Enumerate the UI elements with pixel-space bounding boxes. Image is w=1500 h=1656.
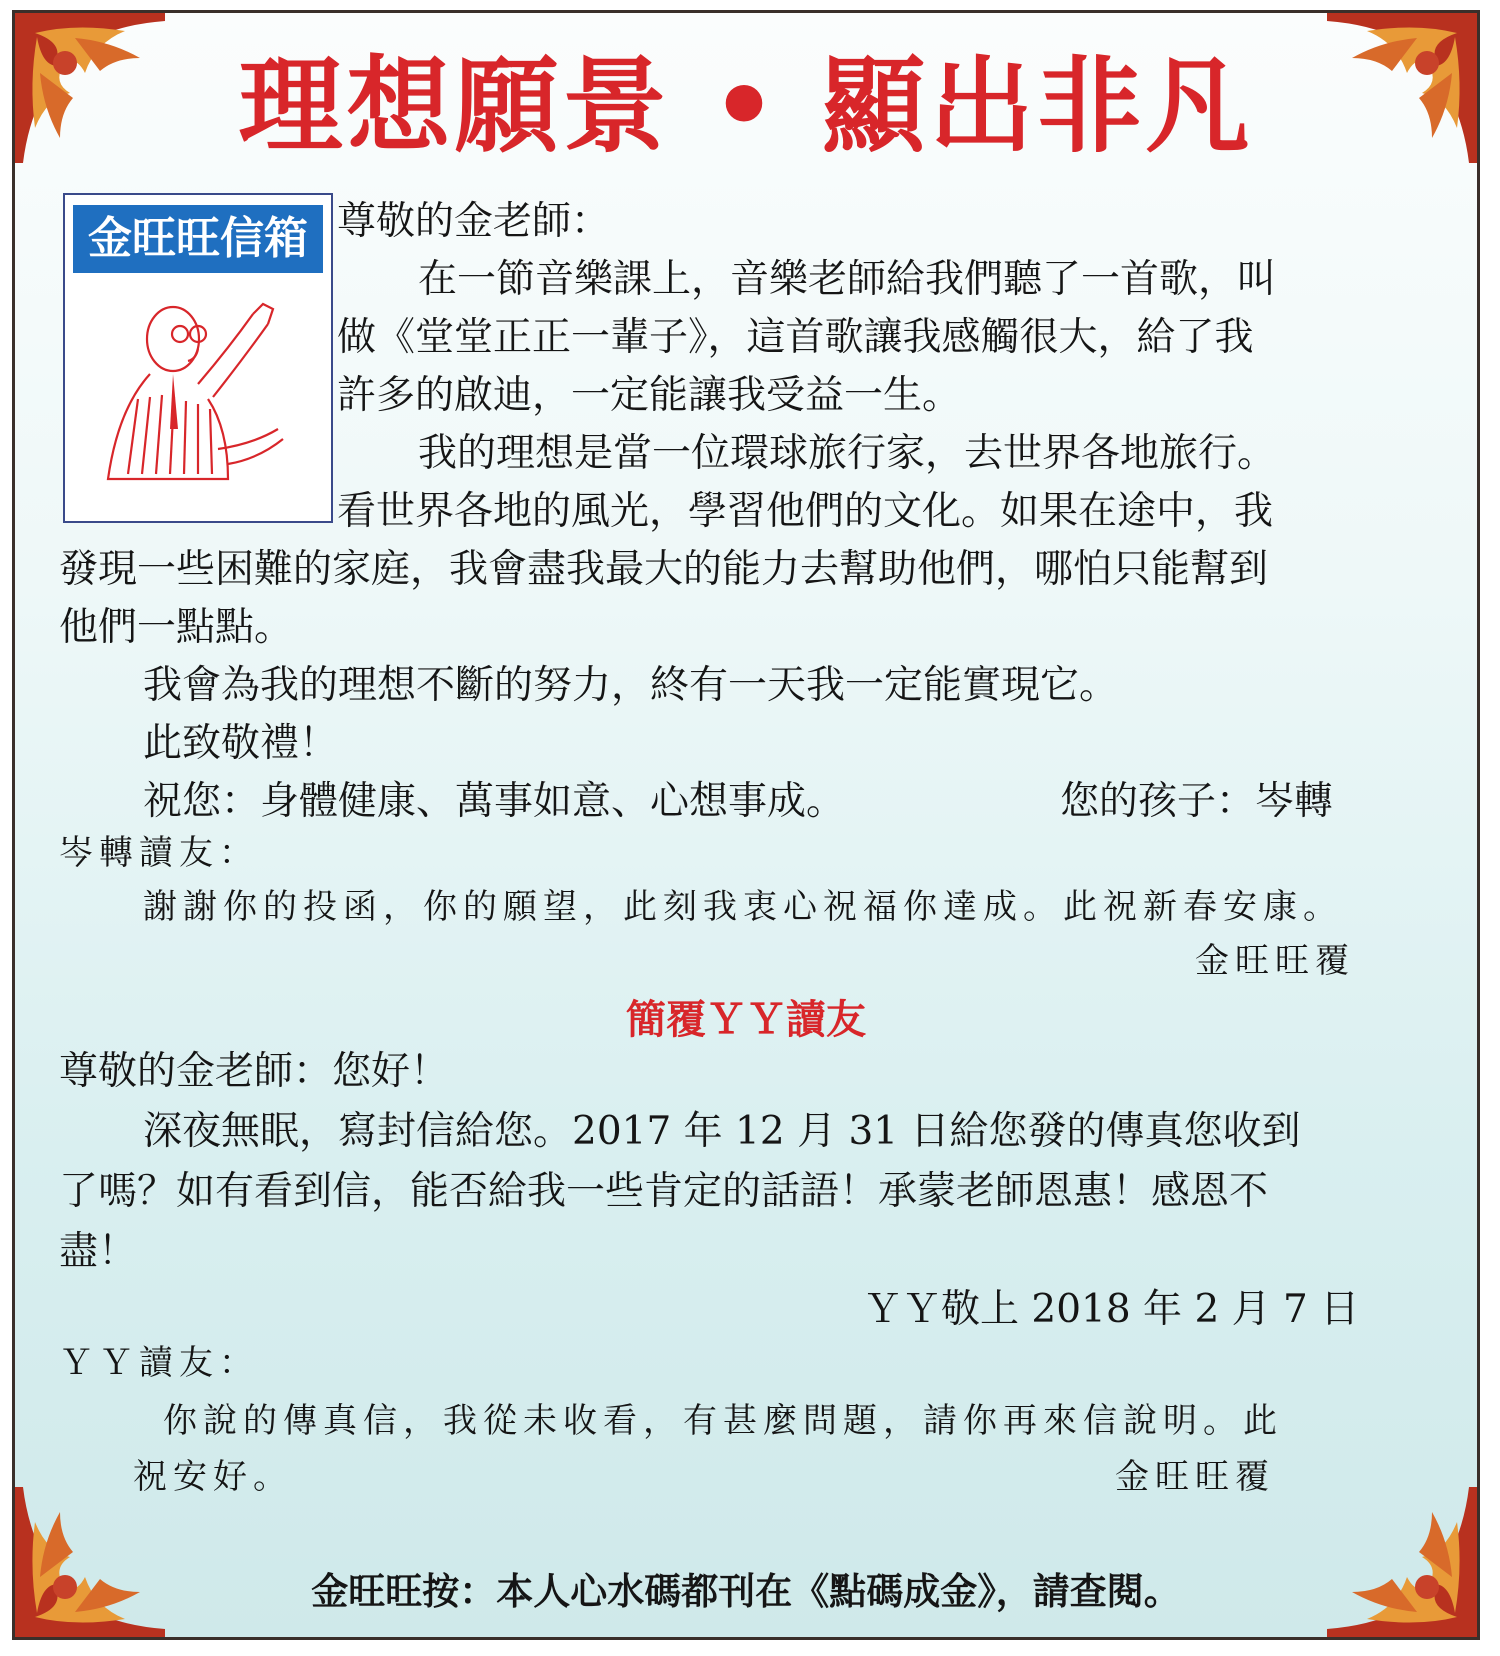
section-2-title: 簡覆ＹＹ讀友 bbox=[626, 996, 866, 1043]
reply-2-line: 祝安好。 bbox=[133, 1457, 293, 1497]
reply-2-signature: 金旺旺覆 bbox=[1115, 1457, 1275, 1497]
letter-2-salutation: 尊敬的金老師：您好！ bbox=[59, 1049, 450, 1094]
letter-1-line: 我會為我的理想不斷的努力，終有一天我一定能實現它。 bbox=[143, 663, 1119, 708]
reply-2-salutation: ＹＹ讀友： bbox=[59, 1343, 259, 1383]
letter-1-wish: 祝您：身體健康、萬事如意、心想事成。 bbox=[143, 779, 846, 824]
letter-1-line: 在一節音樂課上，音樂老師給我們聽了一首歌，叫 bbox=[418, 257, 1277, 302]
page-title: 理想願景 • 顯出非凡 bbox=[238, 44, 1254, 167]
letter-2-line: 深夜無眠，寫封信給您。2017 年 12 月 31 日給您發的傳真您收到 bbox=[143, 1109, 1301, 1154]
letter-1-line: 我的理想是當一位環球旅行家，去世界各地旅行。 bbox=[418, 431, 1277, 476]
letter-2-line: 盡！ bbox=[59, 1229, 138, 1274]
column-label: 金旺旺信箱 bbox=[73, 205, 323, 273]
letter-1-line: 做《堂堂正正一輩子》，這首歌讓我感觸很大，給了我 bbox=[337, 315, 1254, 360]
page-frame bbox=[12, 10, 1480, 1640]
letter-1-line: 看世界各地的風光，學習他們的文化。如果在途中，我 bbox=[337, 489, 1274, 534]
letter-1-line: 許多的啟迪，一定能讓我受益一生。 bbox=[337, 373, 962, 418]
letter-2-line: 了嗎？如有看到信，能否給我一些肯定的話語！承蒙老師恩惠！感恩不 bbox=[59, 1169, 1269, 1214]
letter-1-salutation: 尊敬的金老師： bbox=[337, 199, 611, 244]
footer-note: 金旺旺按：本人心水碼都刊在《點碼成金》，請查閱。 bbox=[311, 1570, 1181, 1613]
letter-1-line: 發現一些困難的家庭，我會盡我最大的能力去幫助他們，哪怕只能幫到 bbox=[59, 547, 1269, 592]
letter-1-signature: 您的孩子：岑轉 bbox=[1060, 779, 1334, 824]
reply-1-body: 謝謝你的投函，你的願望，此刻我衷心祝福你達成。此祝新春安康。 bbox=[143, 887, 1343, 927]
letter-2-signature: ＹＹ敬上 2018 年 2 月 7 日 bbox=[863, 1287, 1360, 1332]
letter-1-line: 他們一點點。 bbox=[59, 605, 294, 650]
reply-2-line: 你說的傳真信，我從未收看，有甚麼問題，請你再來信說明。此 bbox=[163, 1401, 1283, 1441]
reply-1-salutation: 岑轉讀友： bbox=[59, 833, 259, 873]
reply-1-signature: 金旺旺覆 bbox=[1195, 941, 1355, 981]
letter-1-line: 此致敬禮！ bbox=[143, 721, 339, 766]
